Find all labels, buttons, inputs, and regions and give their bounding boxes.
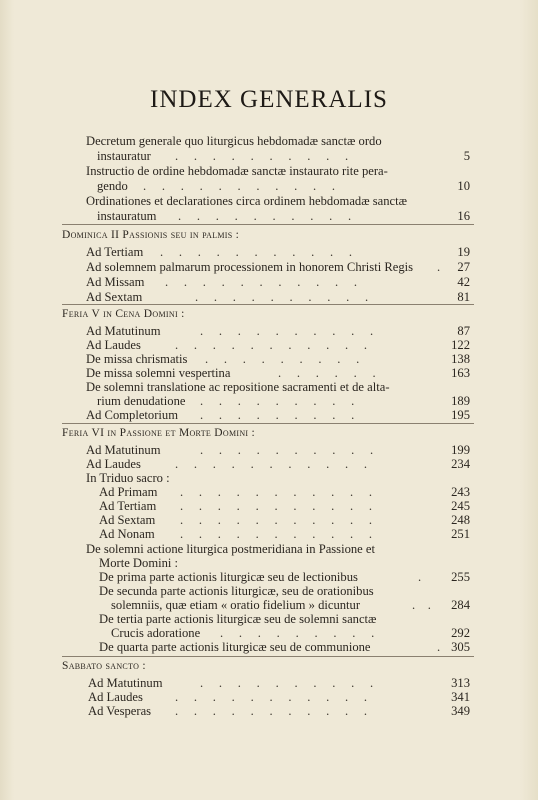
page-number: 19: [457, 245, 470, 259]
page-number: 234: [451, 457, 470, 471]
toc-entry: [0, 380, 538, 394]
leader-dots: . . . . . . . . . . .: [180, 513, 373, 527]
leader-dots: . . . . . . . . . . .: [180, 485, 373, 499]
toc-entry: [0, 570, 538, 584]
entry-label: Instructio de ordine hebdomadæ sanctæ instaurato rite pera-: [86, 164, 388, 178]
leader-dots: . . . . . . . . . . .: [175, 457, 368, 471]
page-number: 195: [451, 408, 470, 422]
section-heading: Dominica II Passionis seu in palmis :: [62, 229, 240, 241]
toc-entry: [0, 179, 538, 193]
entry-label: Ad Matutinum: [88, 676, 163, 690]
leader-dots: . . . . . . . . . .: [175, 149, 349, 163]
entry-label: solemniis, quæ etiam « oratio fidelium » dicuntur: [111, 598, 361, 612]
toc-entry: [0, 134, 538, 148]
page-number: 313: [451, 676, 470, 690]
toc-entry: [0, 164, 538, 178]
page-number: 349: [451, 704, 470, 718]
entry-label: Ad Primam: [99, 485, 158, 499]
page-number: 284: [451, 598, 470, 612]
entry-label: Ad solemnem palmarum processionem in honorem Christi Regis: [86, 260, 414, 274]
entry-label: rium denudatione: [97, 394, 186, 408]
entry-label: De secunda parte actionis liturgicæ, seu de orationibus: [99, 584, 374, 598]
leader-dots: . . . . . .: [278, 366, 376, 380]
entry-label: De missa chrismatis: [86, 352, 188, 366]
entry-label: De solemni translatione ac repositione sacramenti et de alta-: [86, 380, 390, 394]
leader-dots: . . . . . . . . . .: [200, 443, 374, 457]
toc-entry: [0, 542, 538, 556]
section-divider: [62, 224, 474, 225]
toc-entry: [0, 338, 538, 352]
entry-label: Ad Missam: [86, 275, 145, 289]
entry-label: In Triduo sacro :: [86, 471, 170, 485]
entry-label: gendo: [97, 179, 128, 193]
entry-label: Ad Nonam: [99, 527, 155, 541]
entry-label: Ad Matutinum: [86, 324, 161, 338]
toc-entry: [0, 485, 538, 499]
toc-entry: [0, 245, 538, 259]
entry-label: Ad Sextam: [99, 513, 156, 527]
page-number: 5: [463, 149, 470, 163]
entry-label: instauratum: [97, 209, 157, 223]
toc-entry: [0, 394, 538, 408]
toc-entry: [0, 556, 538, 570]
leader-dots: . . . . . . . . . . .: [175, 690, 368, 704]
page-number: 163: [451, 366, 470, 380]
section-divider: [62, 656, 474, 657]
page-number: 10: [457, 179, 470, 193]
toc-entry: [0, 457, 538, 471]
leader-dots: . . . . . . . . . .: [200, 676, 374, 690]
entry-label: Decretum generale quo liturgicus hebdomadæ sanctæ ordo: [86, 134, 382, 148]
toc-entry: [0, 194, 538, 208]
leader-dots: . . . . . . . . . . .: [165, 275, 358, 289]
leader-dots: .: [418, 570, 422, 584]
page-number: 16: [457, 209, 470, 223]
leader-dots: . . . . . . . . .: [220, 626, 375, 640]
toc-entry: [0, 324, 538, 338]
page-number: 199: [451, 443, 470, 457]
toc-entry: [0, 527, 538, 541]
toc-entry: [0, 275, 538, 289]
toc-entry: [0, 352, 538, 366]
entry-label: Ad Matutinum: [86, 443, 161, 457]
toc-entry: [0, 690, 538, 704]
leader-dots: . . . . . . . . .: [205, 352, 360, 366]
entry-label: Ad Tertiam: [86, 245, 144, 259]
page-number: 255: [451, 570, 470, 584]
page-number: 27: [457, 260, 470, 274]
page-number: 248: [451, 513, 470, 527]
toc-entry: [0, 612, 538, 626]
entry-label: Morte Domini :: [99, 556, 179, 570]
toc-entry: [0, 704, 538, 718]
entry-label: Ad Completorium: [86, 408, 178, 422]
entry-label: De tertia parte actionis liturgicæ seu de solemni sanctæ: [99, 612, 377, 626]
toc-entry: [0, 290, 538, 304]
page-number: 305: [451, 640, 470, 654]
page-number: 87: [457, 324, 470, 338]
page-number: 189: [451, 394, 470, 408]
leader-dots: . . . . . . . . . . .: [160, 245, 353, 259]
page-title: INDEX GENERALIS: [150, 86, 388, 113]
toc-entry: [0, 499, 538, 513]
leader-dots: . . . . . . . . . . .: [143, 179, 336, 193]
page-number: 245: [451, 499, 470, 513]
toc-entry: [0, 408, 538, 422]
toc-entry: [0, 443, 538, 457]
entry-label: Ad Laudes: [86, 338, 141, 352]
toc-entry: [0, 149, 538, 163]
toc-entry: [0, 584, 538, 598]
entry-label: Ordinationes et declarationes circa ordinem hebdomadæ sanctæ: [86, 194, 408, 208]
page-number: 251: [451, 527, 470, 541]
entry-label: De solemni actione liturgica postmeridiana in Passione et: [86, 542, 376, 556]
leader-dots: . . . . . . . . . . .: [180, 499, 373, 513]
leader-dots: . . . . . . . . . .: [200, 324, 374, 338]
section-divider: [62, 423, 474, 424]
page-number: 42: [457, 275, 470, 289]
leader-dots: . . . . . . . . . .: [195, 290, 369, 304]
toc-entry: [0, 513, 538, 527]
entry-label: Ad Tertiam: [99, 499, 157, 513]
page-number: 292: [451, 626, 470, 640]
section-divider: [62, 304, 474, 305]
toc-entry: [0, 640, 538, 654]
entry-label: Ad Laudes: [88, 690, 143, 704]
toc-entry: [0, 260, 538, 274]
entry-label: De missa solemni vespertina: [86, 366, 231, 380]
leader-dots: . . . . . . . . . . .: [175, 338, 368, 352]
leader-dots: . . . . . . . . . . .: [175, 704, 368, 718]
entry-label: Crucis adoratione: [111, 626, 201, 640]
toc-entry: [0, 626, 538, 640]
leader-dots: .: [437, 260, 441, 274]
section-heading: Feria V in Cena Domini :: [62, 308, 185, 320]
entry-label: instauratur: [97, 149, 151, 163]
toc-entry: [0, 676, 538, 690]
entry-label: Ad Laudes: [86, 457, 141, 471]
leader-dots: . . . . . . . . . .: [178, 209, 352, 223]
toc-entry: [0, 366, 538, 380]
leader-dots: . . . . . . . . . . .: [180, 527, 373, 541]
entry-label: Ad Sextam: [86, 290, 143, 304]
leader-dots: .: [437, 640, 441, 654]
page-number: 243: [451, 485, 470, 499]
page-number: 122: [451, 338, 470, 352]
toc-entry: [0, 471, 538, 485]
section-heading: Feria VI in Passione et Morte Domini :: [62, 427, 256, 439]
leader-dots: . .: [412, 598, 431, 612]
entry-label: De quarta parte actionis liturgicæ seu de communione: [99, 640, 371, 654]
leader-dots: . . . . . . . . .: [200, 408, 355, 422]
leader-dots: . . . . . . . . .: [200, 394, 355, 408]
page-number: 81: [457, 290, 470, 304]
entry-label: Ad Vesperas: [88, 704, 152, 718]
toc-entry: [0, 598, 538, 612]
section-heading: Sabbato sancto :: [62, 660, 146, 672]
page-number: 341: [451, 690, 470, 704]
entry-label: De prima parte actionis liturgicæ seu de lectionibus: [99, 570, 358, 584]
page-number: 138: [451, 352, 470, 366]
toc-entry: [0, 209, 538, 223]
